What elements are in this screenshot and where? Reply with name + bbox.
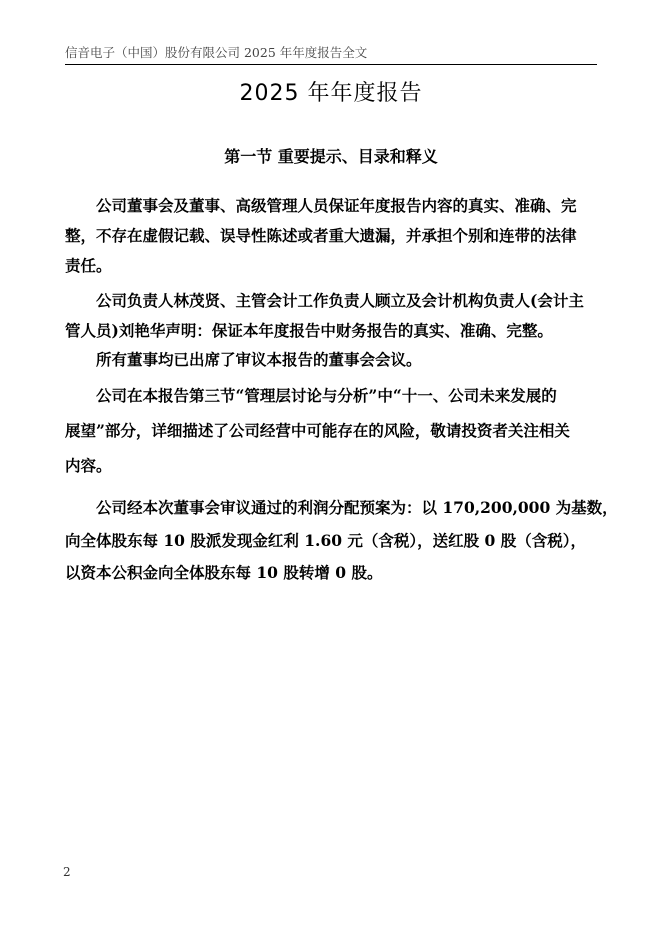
text-line: 整，不存在虚假记载、误导性陈述或者重大遗漏，并承担个别和连带的法律 <box>65 226 577 245</box>
report-title: 2025 年年度报告 <box>239 81 423 106</box>
section-title: 第一节 重要提示、目录和释义 <box>224 147 438 166</box>
page-header <box>65 38 597 65</box>
text-line: 所有董事均已出席了审议本报告的董事会会议。 <box>96 350 422 369</box>
text-line: 责任。 <box>65 256 112 275</box>
text-line: 公司经本次董事会审议通过的利润分配预案为：以 170,200,000 为基数， <box>96 498 618 517</box>
page-header-text: 信音电子（中国）股份有限公司 2025 年年度报告全文 <box>65 45 368 60</box>
text-line: 公司负责人林茂贤、主管会计工作负责人顾立及会计机构负责人(会计主 <box>96 291 584 310</box>
text-line: 公司董事会及董事、高级管理人员保证年度报告内容的真实、准确、完 <box>96 196 577 215</box>
text-line: 公司在本报告第三节“管理层讨论与分析”中“十一、公司未来发展的 <box>96 386 557 405</box>
text-line: 以资本公积金向全体股东每 10 股转增 0 股。 <box>65 563 383 582</box>
text-line: 内容。 <box>65 456 112 475</box>
text-line: 管人员)刘艳华声明：保证本年度报告中财务报告的真实、准确、完整。 <box>65 321 553 340</box>
page-number: 2 <box>63 865 71 879</box>
text-line: 展望”部分，详细描述了公司经营中可能存在的风险，敬请投资者关注相关 <box>65 421 570 440</box>
text-line: 向全体股东每 10 股派发现金红利 1.60 元（含税），送红股 0 股（含税）， <box>65 531 586 550</box>
